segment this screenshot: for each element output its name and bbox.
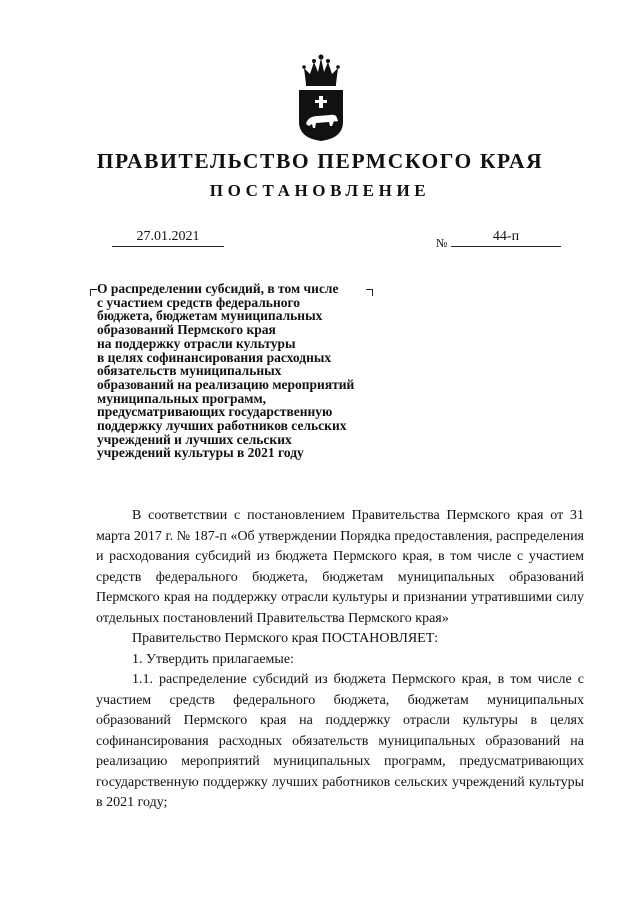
resolution-paragraph: Правительство Пермского края ПОСТАНОВЛЯЕТ: bbox=[132, 631, 439, 646]
subject-line: с участием средств федерального bbox=[97, 294, 301, 310]
subject-line: муниципальных программ, bbox=[97, 390, 267, 406]
subject-line: поддержку лучших работников сельских bbox=[97, 418, 347, 434]
subject-line: обязательств муниципальных bbox=[97, 363, 282, 379]
subject-line: на поддержку отрасли культуры bbox=[97, 335, 296, 351]
document-type: ПОСТАНОВЛЕНИЕ bbox=[209, 181, 431, 200]
item-1-paragraph: 1. Утвердить прилагаемые: bbox=[132, 651, 294, 667]
subject-line: предусматривающих государственную bbox=[97, 404, 333, 420]
subject-bracket-left bbox=[90, 289, 97, 296]
preamble-paragraph: В соответствии с постановлением Правительства Пермского края от 31 марта 2017 г. № 187-п «Об утверждении Порядка предоставления, распределения и расходования субсидий из бюджета Пермского края, в том числе с участием средств федерального бюджета, бюджетам муниципальных образований Пермского края на поддержку отрасли культуры и признании утратившими силу отдельных постановлений Правительства Пермского края» bbox=[96, 508, 584, 626]
subject-line: образований Пермского края bbox=[97, 322, 276, 338]
government-title: ПРАВИТЕЛЬСТВО ПЕРМСКОГО КРАЯ bbox=[96, 149, 544, 173]
subject-line: образований на реализацию мероприятий bbox=[97, 376, 355, 392]
subject-line: в целях софинансирования расходных bbox=[97, 349, 332, 365]
subject-line: учреждений и лучших сельских bbox=[97, 431, 292, 447]
document-date: 27.01.2021 bbox=[112, 227, 224, 247]
subject-line: О распределении субсидий, в том числе bbox=[97, 281, 339, 296]
coat-of-arms-emblem bbox=[296, 52, 346, 142]
document-subject bbox=[97, 282, 387, 460]
item-1-1-paragraph: 1.1. распределение субсидий из бюджета Пермского края, в том числе с участием средств федерального бюджета, бюджетам муниципальных образований Пермского края на поддержку отрасли культуры в целях софинансирования расходных обязательств муниципальных образований на реализацию мероприятий муниципальных программ, предусматривающих государственную поддержку лучших работников сельских учреждений культуры в 2021 году; bbox=[96, 672, 584, 810]
document-body bbox=[96, 506, 584, 814]
subject-line: учреждений культуры в 2021 году bbox=[97, 445, 304, 461]
subject-line: бюджета, бюджетам муниципальных bbox=[97, 308, 323, 324]
perm-krai-coat-of-arms-icon bbox=[296, 52, 346, 142]
document-number: 44-п bbox=[451, 227, 561, 247]
number-label: № bbox=[436, 236, 448, 250]
